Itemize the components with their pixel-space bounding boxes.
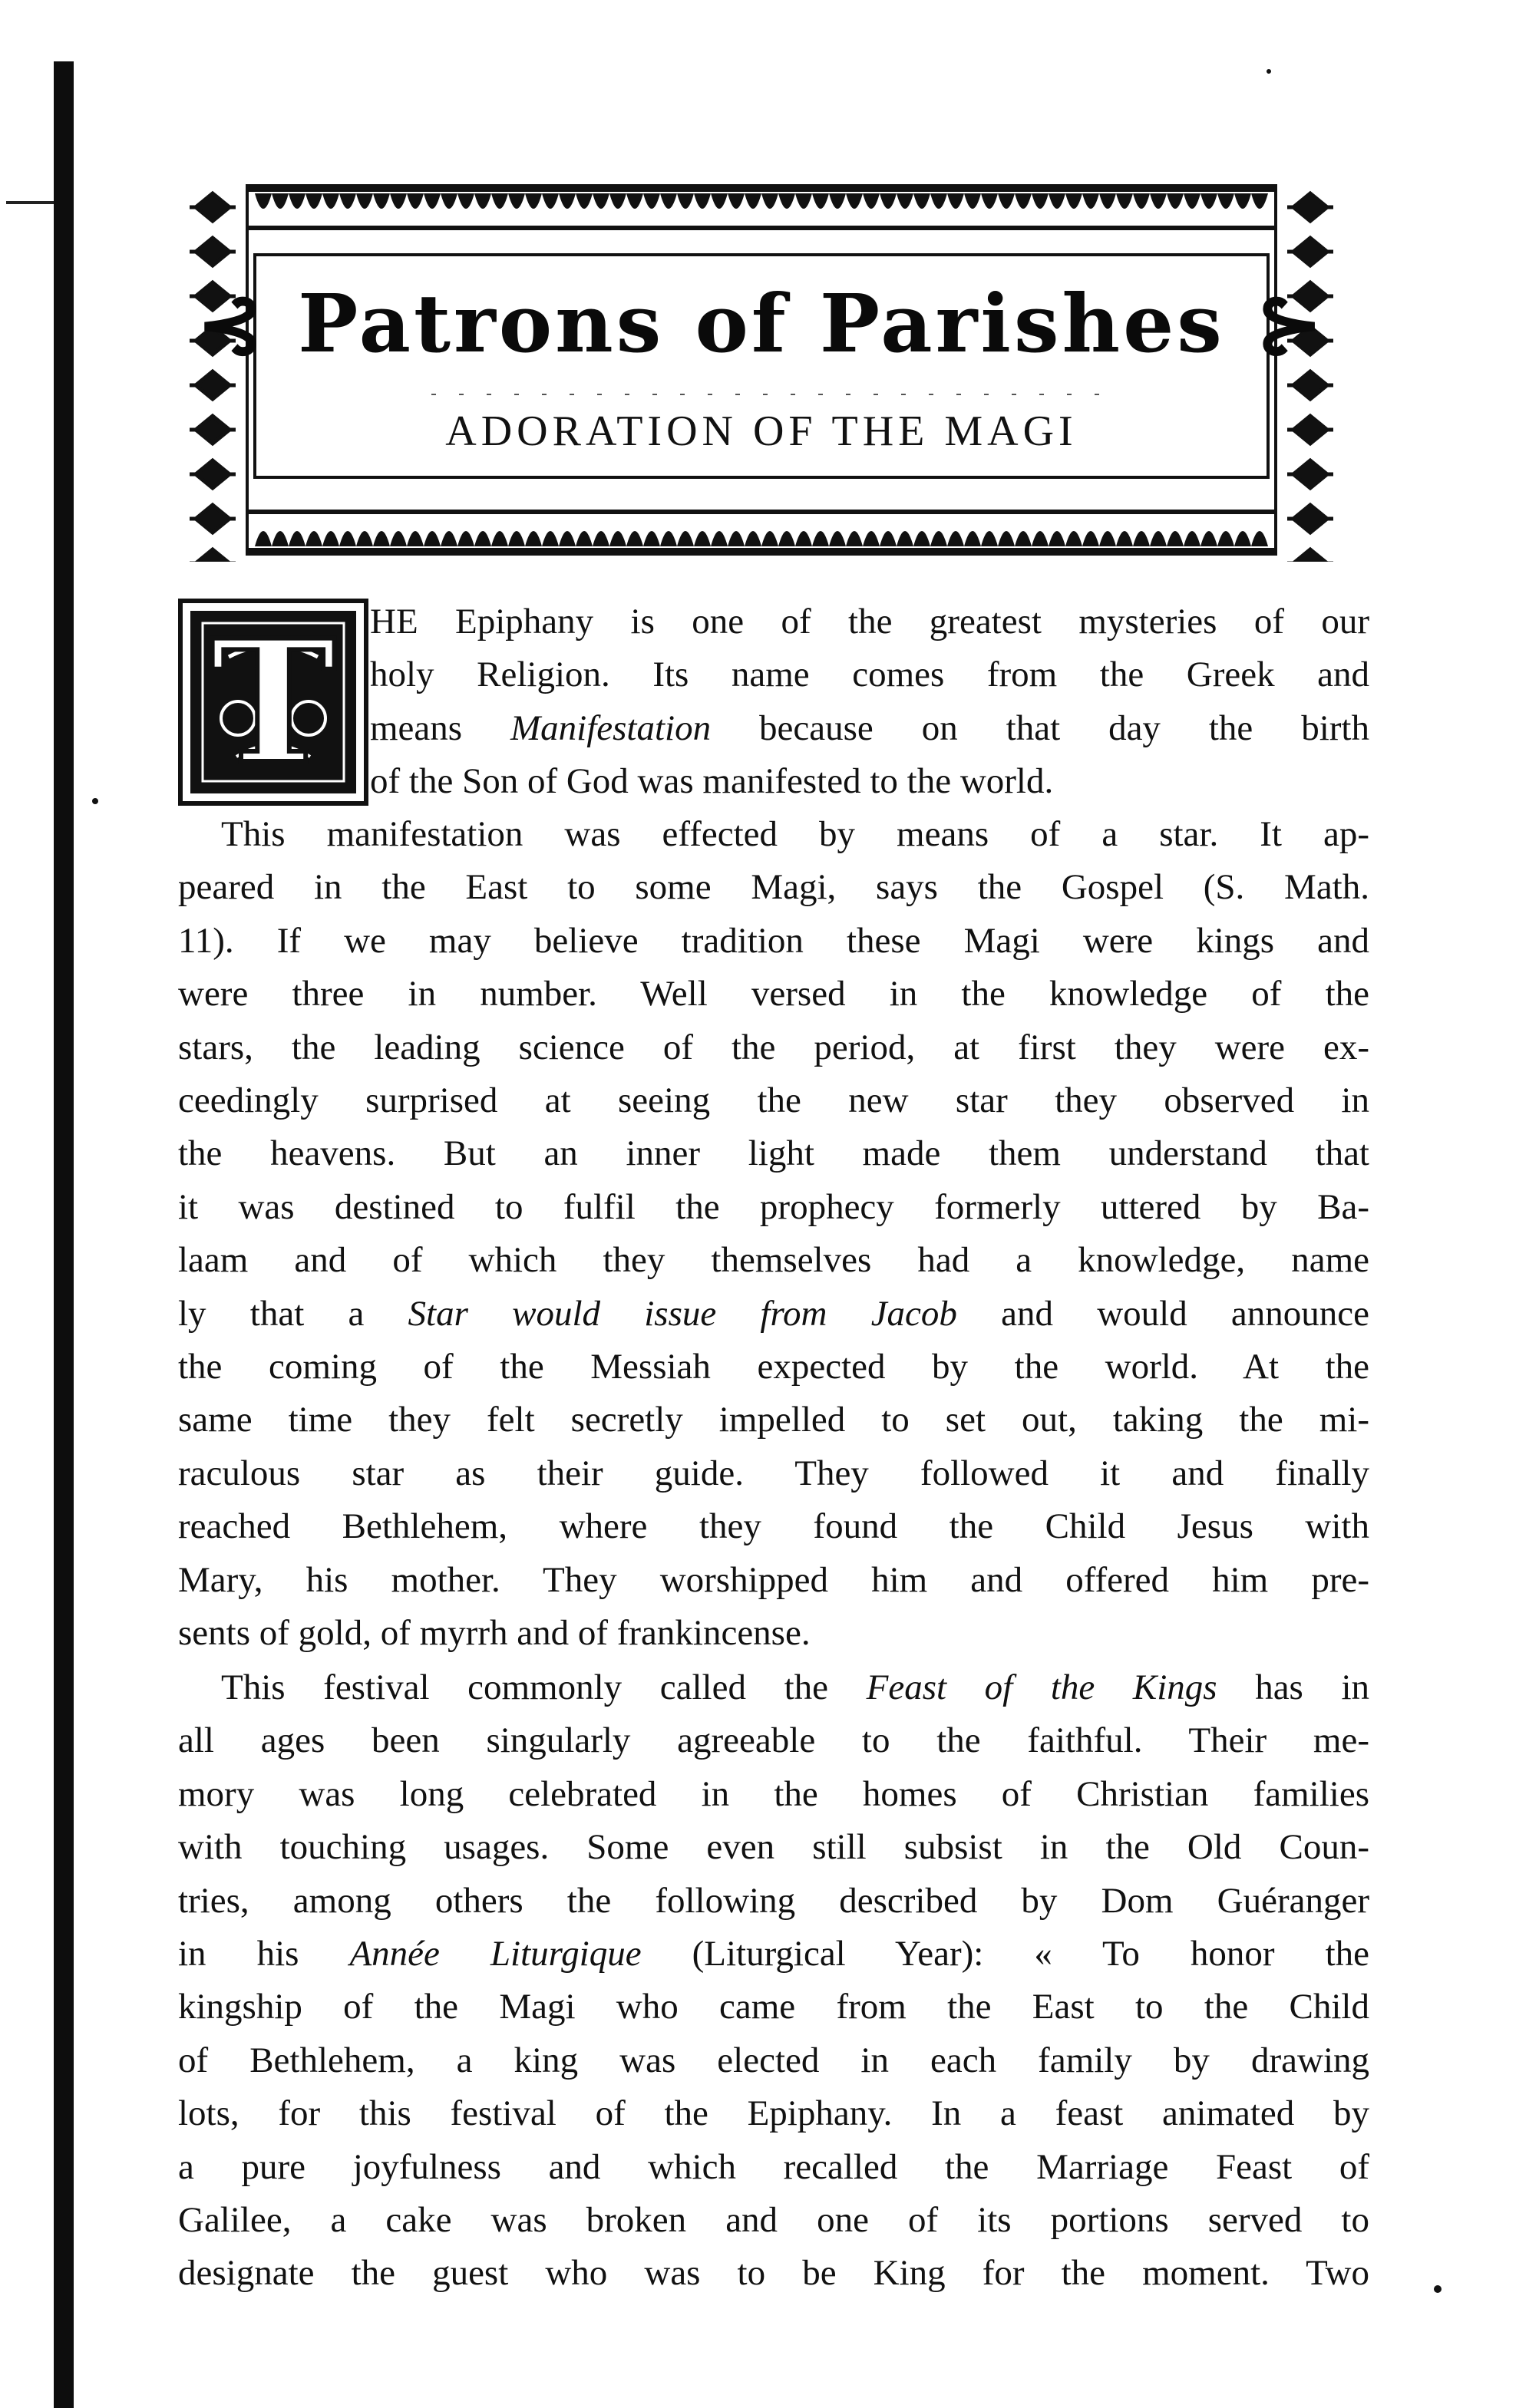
ornament-motif [289,531,322,546]
ornament-motif [1133,193,1167,209]
text-line: laam and of which they themselves had a knowledge, name [178,1240,1369,1281]
fleur-motif [190,460,236,488]
fleur-motif [190,505,236,533]
fleur-motif [190,549,236,562]
ornament-motif [559,531,593,546]
ornament-motif [322,193,356,209]
ornament-motif [593,193,626,209]
fleur-motif [190,238,236,266]
ornament-motif [728,531,761,546]
ornament-motif [660,193,694,209]
text-line: peared in the East to some Magi, says the Gospel (S. Math. [178,867,1369,908]
fleur-motif [190,371,236,399]
ornament-motif [559,193,593,209]
text-line: This manifestation was effected by means of a star. It ap- [221,814,1369,854]
ornament-motif [255,531,289,546]
ornament-motif [998,531,1032,546]
header-subtitle: ADORATION OF THE MAGI [445,407,1078,455]
ornament-motif [795,531,829,546]
text-line: raculous star as their guide. They followed it and finally [178,1453,1369,1493]
ornament-motif [626,193,660,209]
ornament-motif [694,193,728,209]
italic-quote: Star would issue from Jacob [408,1293,957,1334]
ornament-motif [491,193,525,209]
text-line: the heavens. But an inner light made them understand that [178,1133,1369,1174]
ornament-motif [795,193,829,209]
fleur-motif [1287,505,1333,533]
ornament-motif [593,531,626,546]
ink-speck [92,798,98,804]
ornament-motif [1099,193,1133,209]
text-line: stars, the leading science of the period, at first they were ex- [178,1027,1369,1067]
text-line [178,1928,1369,1981]
fleur-motif [190,193,236,221]
text-line [370,702,1369,755]
text-line: kingship of the Magi who came from the East to the Child [178,1987,1369,2027]
ornament-motif [829,531,863,546]
ornament-motif [255,193,289,209]
paragraph-1 [370,595,1369,809]
paragraph-2 [178,808,1369,1661]
ornament-motif [930,531,964,546]
text-line [178,1288,1369,1341]
ornament-band-bottom [255,531,1268,546]
ornament-motif [897,531,930,546]
fleur-motif [1287,193,1333,221]
text-line: tries, among others the following described by Dom Guéranger [178,1880,1369,1921]
text-line [178,1661,1369,1714]
text-fragment: Epiphany is one of the greatest mysteries of our [455,602,1369,642]
text-fragment: (Liturgical Year): « To honor the [692,1934,1370,1974]
fleur-motif [1287,238,1333,266]
ornament-motif [1167,193,1200,209]
drop-cap [178,599,368,806]
ornament-motif [424,193,457,209]
text-line: ceedingly surprised at seeing the new star they observed in [178,1080,1369,1121]
fleur-motif [1287,549,1333,562]
ink-speck [1434,2285,1442,2293]
ornament-motif [390,193,424,209]
ornament-motif [964,531,998,546]
margin-mark [6,201,54,204]
text-line: same time they felt secretly impelled to set out, taking the mi- [178,1400,1369,1440]
ornament-motif [457,531,491,546]
ornament-motif [761,531,795,546]
text-fragment: means [370,708,463,748]
ink-speck [1267,69,1271,74]
drop-cap-letter: T [210,602,336,801]
text-line: with touching usages. Some even still subsist in the Old Coun- [178,1827,1369,1868]
ornament-column-left [190,193,236,562]
ornament-motif [863,193,897,209]
fleur-motif [1287,460,1333,488]
ornament-motif [626,531,660,546]
ornament-motif [491,531,525,546]
text-line: mory was long celebrated in the homes of Christian families [178,1773,1369,1814]
ornament-motif [964,193,998,209]
ornament-motif [289,193,322,209]
text-line: the coming of the Messiah expected by the world. At the [178,1347,1369,1387]
ornament-motif [1065,193,1099,209]
text-line: sents of gold, of myrrh and of frankincense. [178,1613,811,1654]
text-fragment: and would announce [1001,1293,1370,1334]
ornament-motif [930,193,964,209]
text-fragment: has in [1255,1667,1370,1707]
ornament-motif [356,531,390,546]
ornament-motif [322,531,356,546]
ornament-motif [863,531,897,546]
text-line: a pure joyfulness and which recalled the Marriage Feast of [178,2146,1369,2187]
ornament-motif [457,193,491,209]
italic-title: Année Liturgique [349,1934,642,1974]
ornament-band-top [255,193,1268,209]
text-line: designate the guest who was to be King for the moment. Two [178,2253,1369,2294]
ornament-motif [728,193,761,209]
text-line: lots, for this festival of the Epiphany. In a feast animated by [178,2093,1369,2134]
ornament-motif [1032,193,1065,209]
text-fragment: in his [178,1934,299,1974]
ornamental-header [178,178,1345,562]
ornament-motif [1099,531,1133,546]
text-line: of Bethlehem, a king was elected in each family by drawing [178,2040,1369,2080]
text-fragment: because on that day the birth [759,708,1369,748]
ornament-motif [1234,193,1268,209]
ornament-motif [424,531,457,546]
book-spine-shadow [54,61,74,2408]
text-line: all ages been singularly agreeable to the faithful. Their me- [178,1720,1369,1761]
paragraph-3 [178,1661,1369,2301]
ornament-motif [694,531,728,546]
ornament-motif [897,193,930,209]
text-line: Galilee, a cake was broken and one of its portions served to [178,2200,1369,2241]
header-title: ⊰ Patrons of Parishes ⊱ [197,276,1326,371]
text-line [370,595,1369,648]
text-line: reached Bethlehem, where they found the Child Jesus with [178,1506,1369,1547]
text-line: Mary, his mother. They worshipped him and offered him pre- [178,1559,1369,1600]
ornament-motif [998,193,1032,209]
text-line: 11). If we may believe tradition these Magi were kings and [178,920,1369,961]
ornament-motif [1065,531,1099,546]
ornament-motif [660,531,694,546]
italic-term: Manifestation [510,708,712,748]
italic-term: Feast of the Kings [866,1667,1217,1707]
text-fragment: HE [370,602,418,642]
ornament-motif [1200,193,1234,209]
text-line: were three in number. Well versed in the knowledge of the [178,974,1369,1014]
ornament-motif [829,193,863,209]
ornament-motif [1234,531,1268,546]
ornament-motif [525,531,559,546]
ornament-motif [1032,531,1065,546]
ornament-motif [1200,531,1234,546]
ornament-motif [761,193,795,209]
text-fragment: ly that a [178,1293,365,1334]
ornament-motif [525,193,559,209]
ornament-column-right [1287,193,1333,562]
fleur-motif [1287,371,1333,399]
text-line: it was destined to fulfil the prophecy formerly uttered by Ba- [178,1186,1369,1227]
ornament-motif [356,193,390,209]
text-line: of the Son of God was manifested to the world. [370,761,1054,802]
ornament-motif [1167,531,1200,546]
text-line: holy Religion. Its name comes from the Greek and [370,655,1369,695]
ornament-motif [390,531,424,546]
ornament-motif [1133,531,1167,546]
text-fragment: This festival commonly called the [221,1667,828,1707]
